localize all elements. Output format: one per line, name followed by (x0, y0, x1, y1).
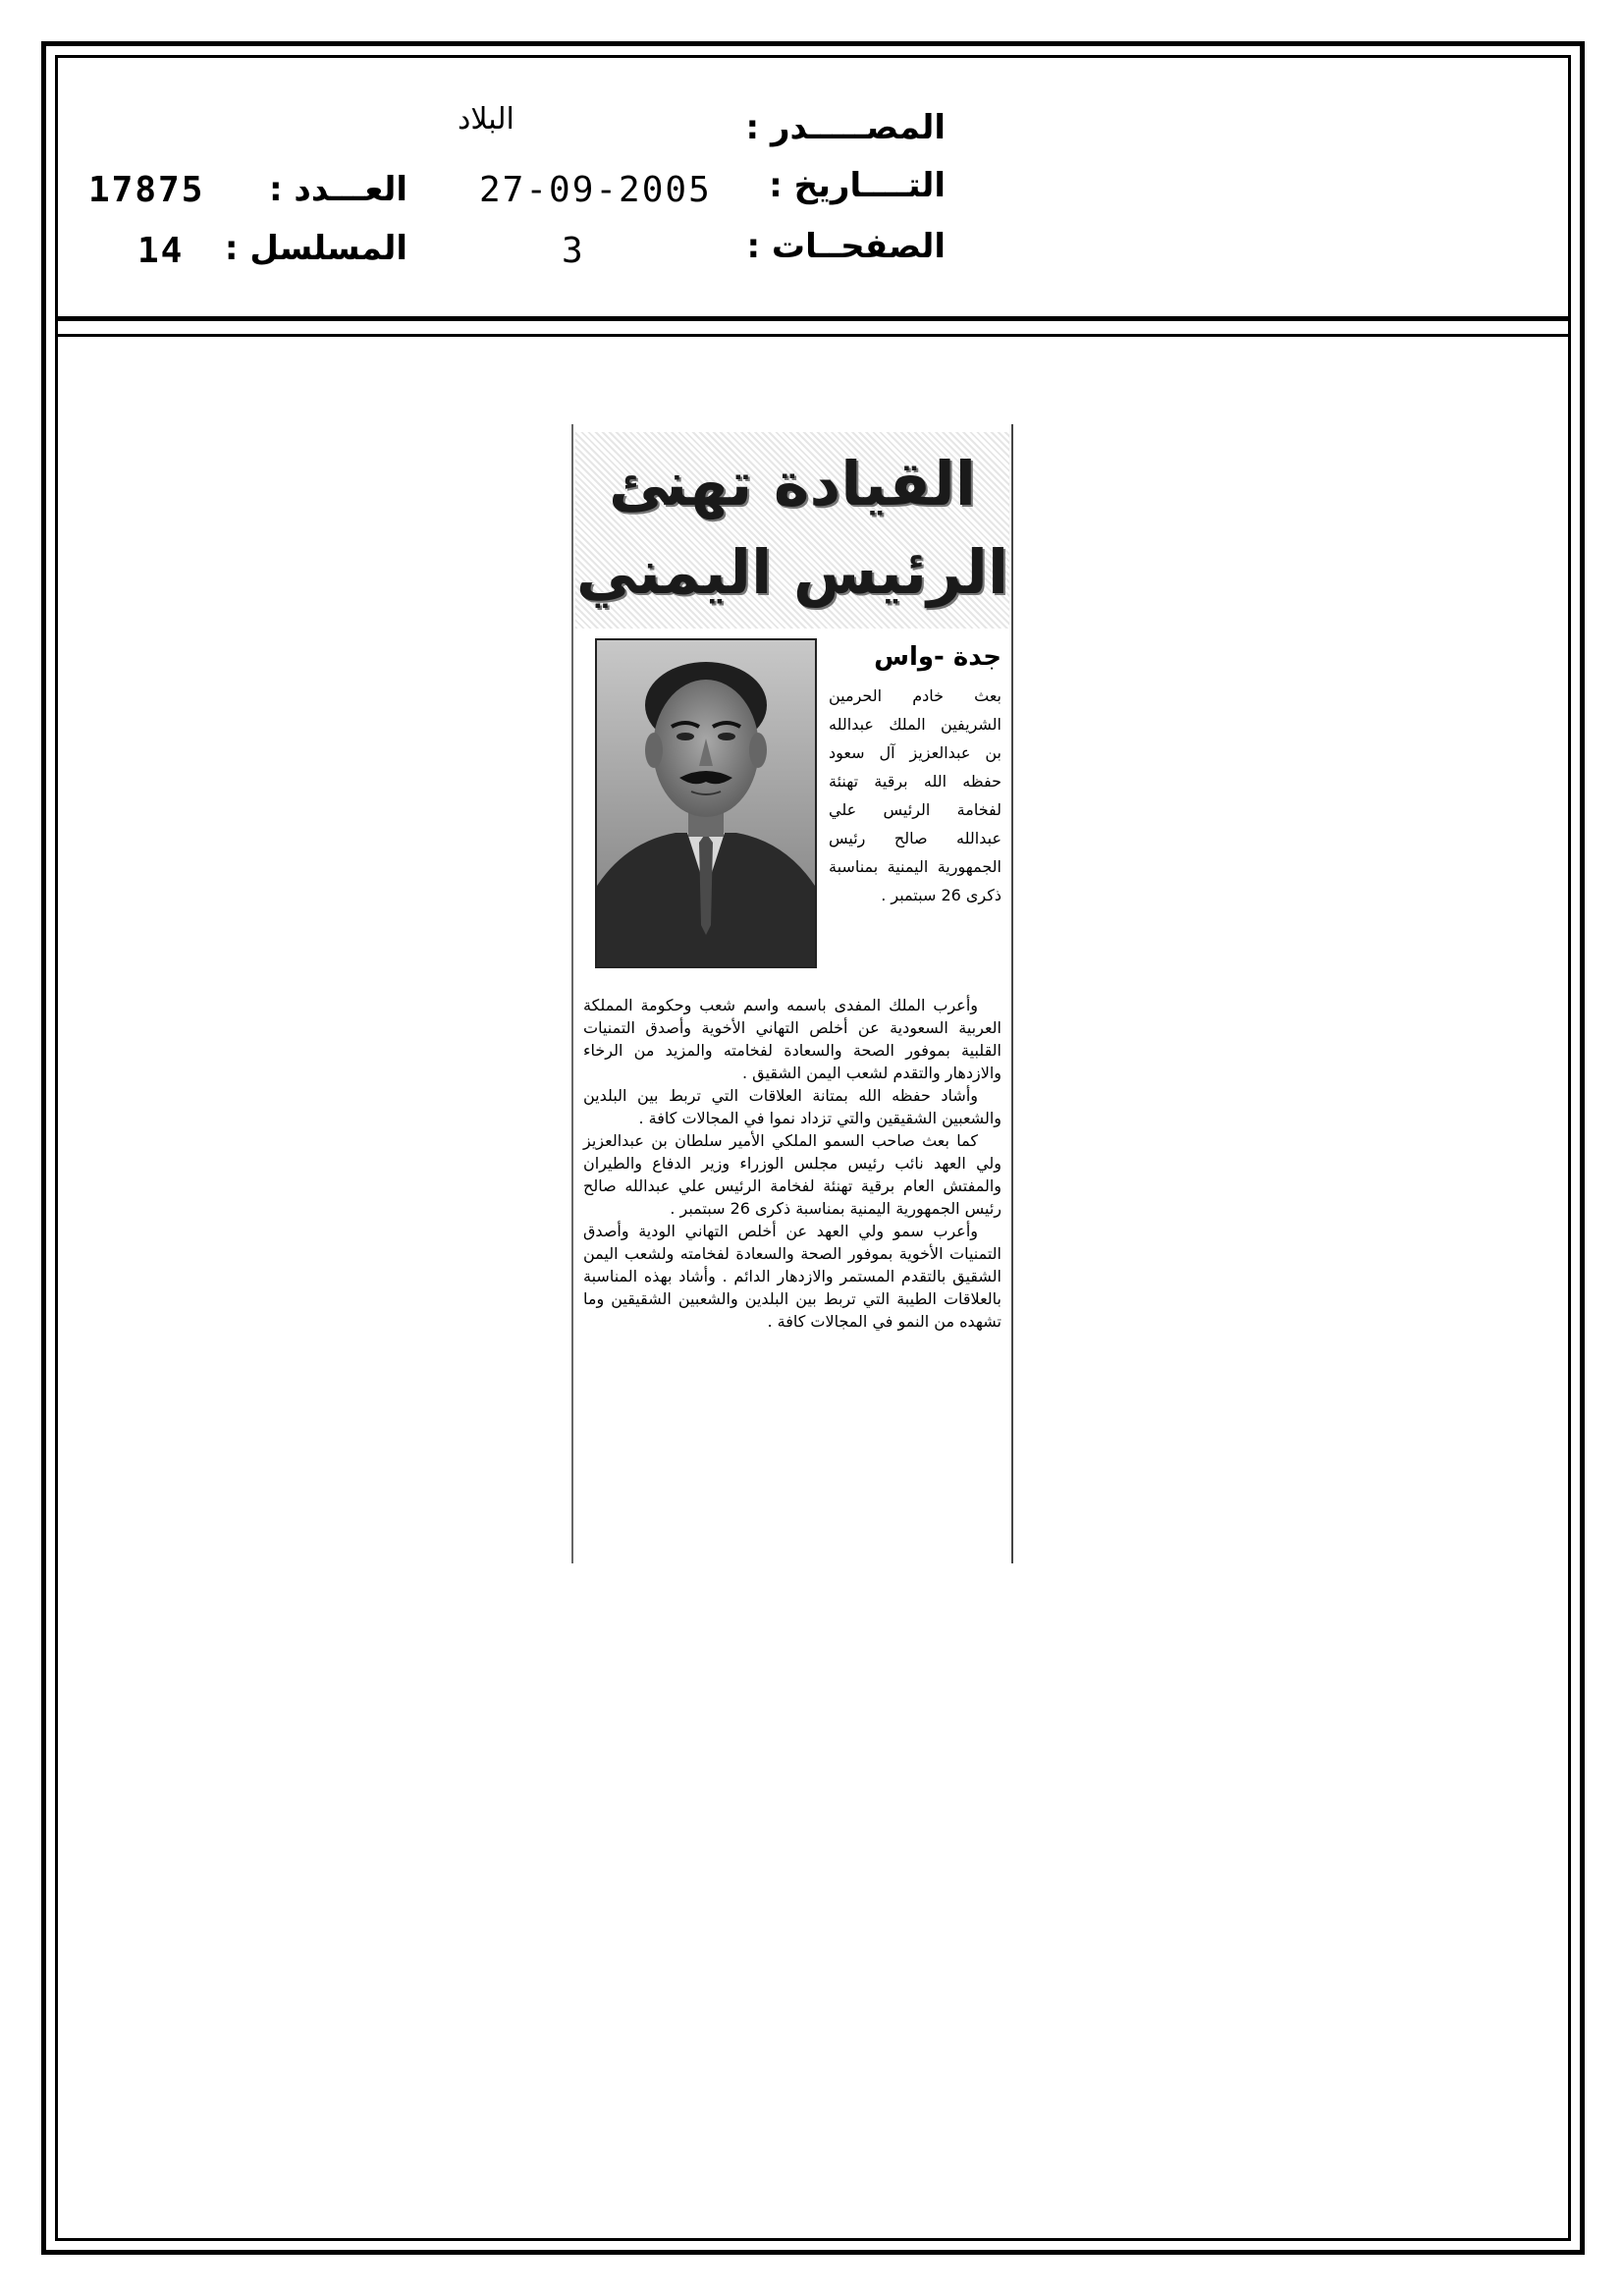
issue-value: 17875 (88, 170, 205, 210)
issue-label: العـــدد : (269, 170, 407, 209)
article-paragraph: وأعرب الملك المفدى باسمه واسم شعب وحكومة المملكة العربية السعودية عن أخلص التهاني الأخوية وأصدق التمنيات القلبية بموفور الصحة والسعادة لفخامته والمزيد من الرخاء والازدهار والتقدم لشعب اليمن الشقيق . (583, 996, 1001, 1082)
serial-value: 14 (137, 231, 185, 271)
headline-line-2: الرئيس اليمني (575, 536, 1009, 608)
serial-label: المسلسل : (224, 229, 407, 268)
source-label: المصـــــدر : (745, 108, 946, 147)
date-value: 27-09-2005 (479, 170, 712, 210)
article-paragraph: وأعرب سمو ولي العهد عن أخلص التهاني الودية وأصدق التمنيات الأخوية بموفور الصحة والسعادة لفخامته ولشعب اليمن الشقيق بالتقدم المستمر والازدهار الدائم . وأشاد بهذه المناسبة بالعلاقات الطيبة التي تربط بين البلدين والشعبين الشقيقين وما تشهده من النمو في المجالات كافة . (583, 1222, 1001, 1331)
clipping-edge-right (1011, 424, 1013, 1563)
headline-line-1: القيادة تهنئ (608, 448, 977, 519)
newspaper-clipping (571, 424, 1013, 1563)
article-paragraph: وأشاد حفظه الله بمتانة العلاقات التي تربط بين البلدين والشعبين الشقيقين والتي تزداد نموا في المجالات كافة . (583, 1086, 1001, 1127)
portrait-photo (595, 638, 817, 968)
article-intro: بعث خادم الحرمين الشريفين الملك عبدالله بن عبدالعزيز آل سعود حفظه الله برقية تهنئة لفخامة الرئيس علي عبدالله صالح رئيس الجمهورية اليمنية بمناسبة ذكرى 26 سبتمبر . (829, 686, 1001, 904)
portrait-illustration (597, 640, 815, 966)
headline-box (575, 432, 1009, 629)
article-body (583, 994, 1001, 1333)
source-value: البلاد (458, 102, 514, 137)
pages-value: 3 (562, 231, 585, 271)
article-paragraph: كما بعث صاحب السمو الملكي الأمير سلطان بن عبدالعزيز ولي العهد نائب رئيس مجلس الوزراء وزير الدفاع والطيران والمفتش العام برقية تهنئة لفخامة الرئيس علي عبدالله صالح رئيس الجمهورية اليمنية بمناسبة ذكرى 26 سبتمبر . (583, 1131, 1001, 1218)
header-separator (55, 316, 1571, 321)
date-label: التــــاريخ : (769, 166, 946, 205)
pages-label: الصفحــات : (746, 227, 946, 266)
header-separator-thin (55, 334, 1571, 337)
article-dateline: جدة -واس (874, 642, 1001, 672)
clipping-edge-left (571, 424, 573, 1563)
